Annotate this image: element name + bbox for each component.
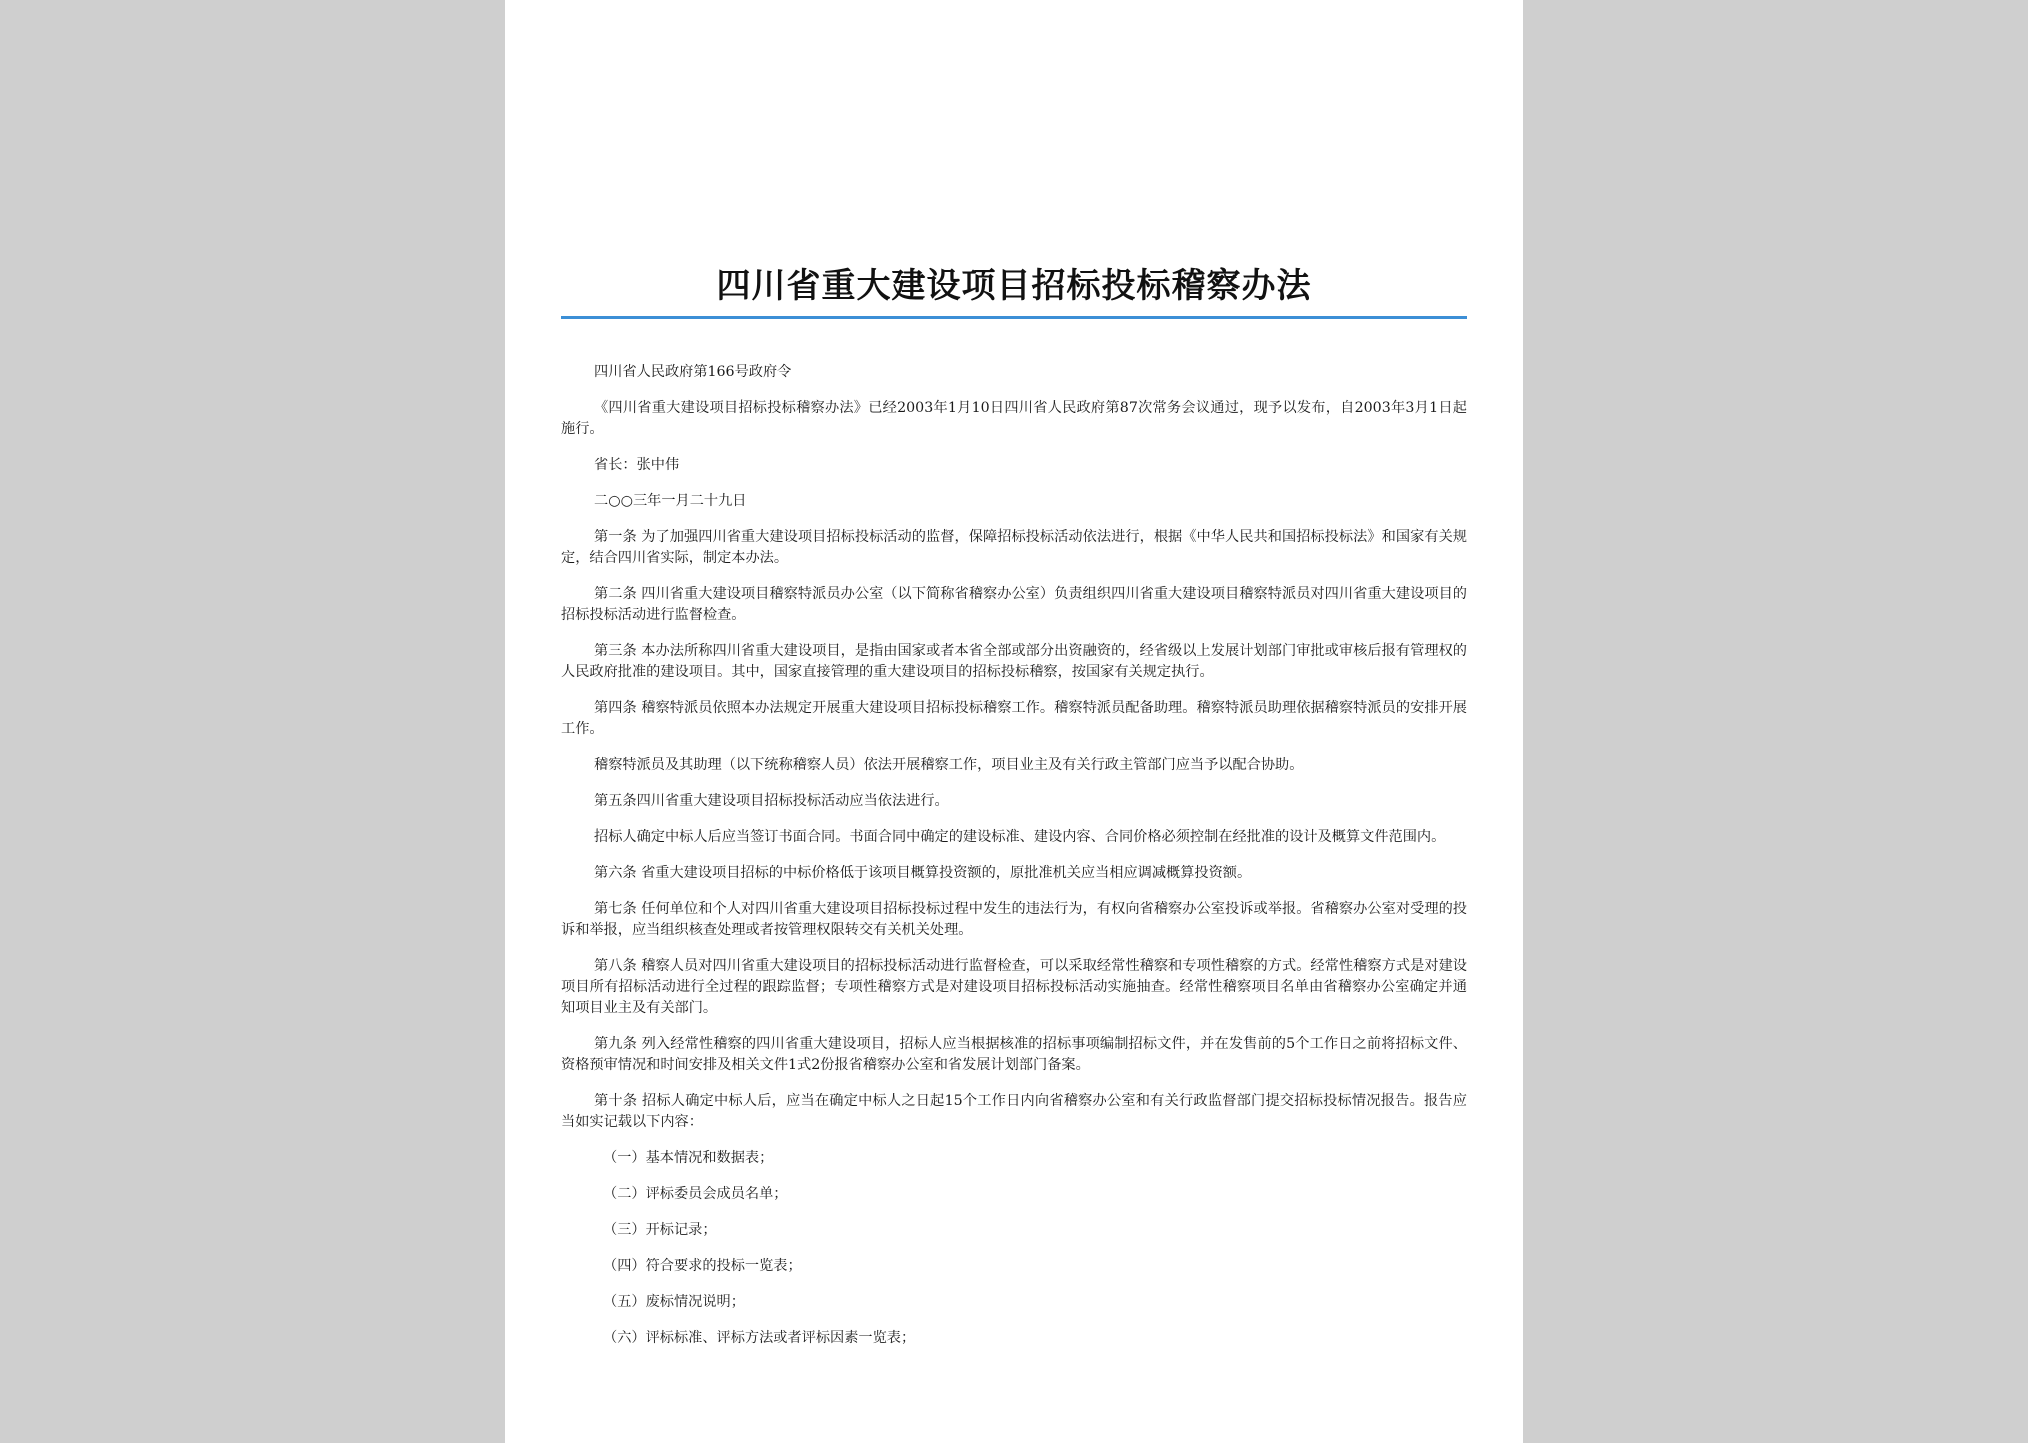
document-page [505,0,1523,1443]
article-2: 第二条 四川省重大建设项目稽察特派员办公室（以下简称省稽察办公室）负责组织四川省重大建设项目稽察特派员对四川省重大建设项目的招标投标活动进行监督检查。 [561,586,1467,623]
document-title: 四川省重大建设项目招标投标稽察办法 [716,266,1312,306]
decree-number: 四川省人民政府第166号政府令 [594,364,792,380]
article-7: 第七条 任何单位和个人对四川省重大建设项目招标投标过程中发生的违法行为，有权向省稽察办公室投诉或举报。省稽察办公室对受理的投诉和举报，应当组织核查处理或者按管理权限转交有关机关处理。 [561,901,1467,938]
article-5: 第五条四川省重大建设项目招标投标活动应当依法进行。 [594,793,949,809]
list-item-2: （二）评标委员会成员名单； [603,1186,788,1202]
article-6: 第六条 省重大建设项目招标的中标价格低于该项目概算投资额的，原批准机关应当相应调减概算投资额。 [594,865,1252,881]
article-4-clause: 稽察特派员及其助理（以下统称稽察人员）依法开展稽察工作，项目业主及有关行政主管部门应当予以配合协助。 [594,757,1304,773]
promulgation-paragraph: 《四川省重大建设项目招标投标稽察办法》已经2003年1月10日四川省人民政府第87次常务会议通过，现予以发布，自2003年3月1日起施行。 [561,400,1467,437]
article-1: 第一条 为了加强四川省重大建设项目招标投标活动的监督，保障招标投标活动依法进行，根据《中华人民共和国招标投标法》和国家有关规定，结合四川省实际，制定本办法。 [561,529,1467,566]
article-4: 第四条 稽察特派员依照本办法规定开展重大建设项目招标投标稽察工作。稽察特派员配备助理。稽察特派员助理依据稽察特派员的安排开展工作。 [561,700,1467,737]
title-divider [561,316,1467,319]
article-3: 第三条 本办法所称四川省重大建设项目，是指由国家或者本省全部或部分出资融资的，经省级以上发展计划部门审批或审核后报有管理权的人民政府批准的建设项目。其中，国家直接管理的重大建设项目的招标投标稽察，按国家有关规定执行。 [561,643,1467,680]
article-9: 第九条 列入经常性稽察的四川省重大建设项目，招标人应当根据核准的招标事项编制招标文件，并在发售前的5个工作日之前将招标文件、资格预审情况和时间安排及相关文件1式2份报省稽察办公室和省发展计划部门备案。 [561,1036,1467,1073]
list-item-5: （五）废标情况说明； [603,1294,745,1310]
article-8: 第八条 稽察人员对四川省重大建设项目的招标投标活动进行监督检查，可以采取经常性稽察和专项性稽察的方式。经常性稽察方式是对建设项目所有招标活动进行全过程的跟踪监督；专项性稽察方式是对建设项目招标投标活动实施抽查。经常性稽察项目名单由省稽察办公室确定并通知项目业主及有关部门。 [561,958,1467,1016]
document-body [561,362,1467,1364]
issue-date: 二○○三年一月二十九日 [594,493,747,509]
list-item-6: （六）评标标准、评标方法或者评标因素一览表； [603,1330,916,1346]
article-5-clause: 招标人确定中标人后应当签订书面合同。书面合同中确定的建设标准、建设内容、合同价格必须控制在经批准的设计及概算文件范围内。 [594,829,1446,845]
list-item-3: （三）开标记录； [603,1222,717,1238]
list-item-4: （四）符合要求的投标一览表； [603,1258,802,1274]
governor-signature: 省长：张中伟 [594,457,680,473]
article-10: 第十条 招标人确定中标人后，应当在确定中标人之日起15个工作日内向省稽察办公室和有关行政监督部门提交招标投标情况报告。报告应当如实记载以下内容： [561,1093,1467,1130]
list-item-1: （一）基本情况和数据表； [603,1150,774,1166]
